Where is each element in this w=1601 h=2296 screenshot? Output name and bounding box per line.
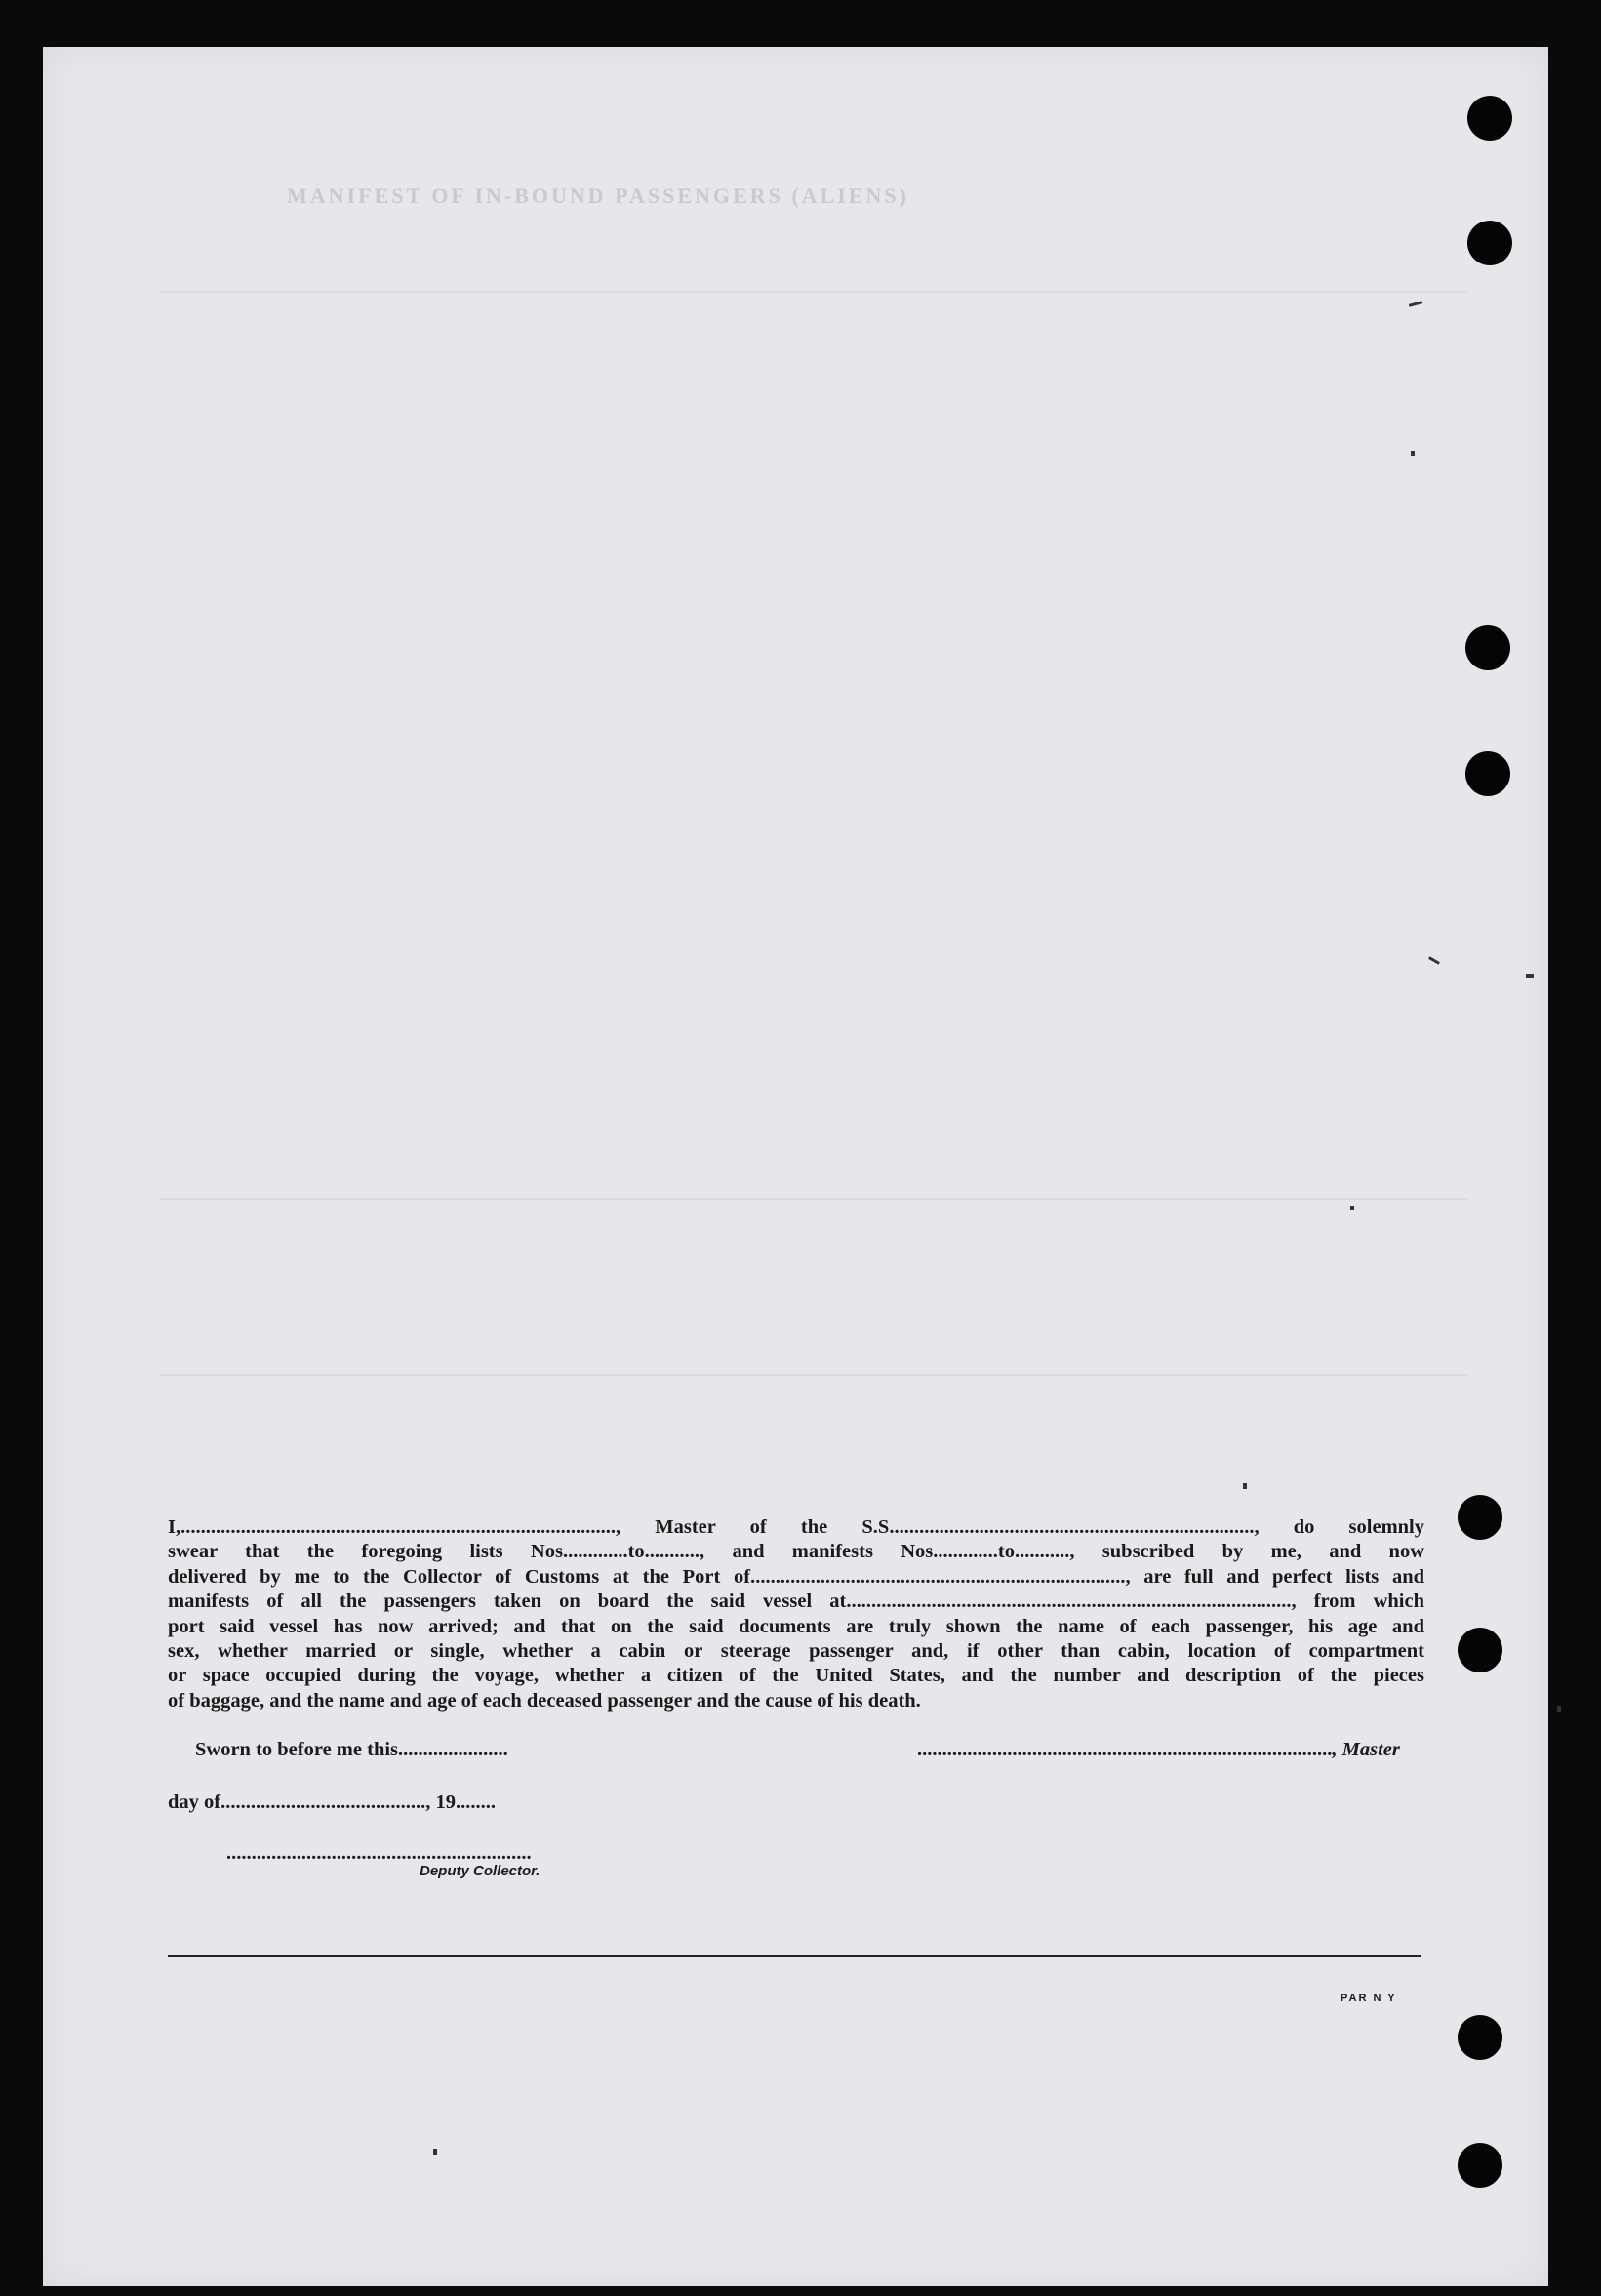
fill-in-blank: ...................... (398, 1739, 508, 1760)
faint-rule (160, 1198, 1467, 1200)
punch-hole (1465, 751, 1510, 796)
ink-speck (1411, 451, 1415, 456)
punch-hole (1458, 2143, 1502, 2188)
year-label: , 19 (425, 1792, 456, 1813)
master-signature-line (917, 1739, 1400, 1761)
oath-text: swear that the foregoing lists Nos. (168, 1541, 569, 1563)
bottom-rule (168, 1955, 1421, 1957)
oath-line: sex, whether married or single, whether a cabin or steerage passenger and, if other than cabin, location of compartment (168, 1640, 1424, 1663)
oath-text: , Master of the S.S. (615, 1516, 895, 1538)
faint-heading: MANIFEST OF IN-BOUND PASSENGERS (ALIENS) (287, 183, 909, 208)
ink-speck (1350, 1206, 1354, 1210)
ink-speck (1526, 974, 1534, 978)
oath-text: delivered by me to the Collector of Customs at the Port of (168, 1565, 751, 1588)
punch-hole (1458, 2015, 1502, 2060)
sworn-line (195, 1739, 508, 1761)
punch-hole (1467, 96, 1512, 141)
oath-line (168, 1515, 1424, 1540)
oath-line (168, 1590, 1424, 1614)
ink-speck (1428, 956, 1440, 965)
oath-line (168, 1565, 1424, 1590)
fill-in-blank: ......................................................................................... (846, 1591, 1292, 1613)
punch-hole (1458, 1628, 1502, 1672)
ink-speck (1409, 301, 1422, 307)
oath-line (168, 1540, 1424, 1564)
punch-hole (1467, 221, 1512, 265)
fill-in-blank: ................................................................................... (917, 1739, 1333, 1760)
oath-text: , from which (1291, 1591, 1424, 1613)
fill-in-blank: ........................................................................... (750, 1565, 1126, 1588)
faint-rule (160, 1374, 1467, 1376)
punch-hole (1465, 625, 1510, 670)
ink-speck (433, 2149, 437, 2155)
oath-text: manifests of all the passengers taken on board the said vessel at (168, 1591, 847, 1613)
fill-in-blank: ........ (455, 1792, 496, 1813)
punch-hole (1458, 1495, 1502, 1540)
manifest-sheet (43, 47, 1548, 2286)
day-of-line (168, 1792, 496, 1814)
oath-line: or space occupied during the voyage, whether a citizen of the United States, and the number and description of the pieces (168, 1665, 1424, 1687)
oath-text: to (997, 1541, 1015, 1563)
oath-text: to (627, 1541, 645, 1563)
fill-in-blank: ............ (568, 1541, 628, 1563)
ink-speck (1243, 1483, 1247, 1489)
oath-paragraph (168, 1515, 1424, 1713)
oath-text: , and manifests Nos. (700, 1541, 939, 1563)
ink-speck (1557, 1706, 1561, 1712)
fill-in-blank: ............ (938, 1541, 998, 1563)
fill-in-blank: ........................................................................ (894, 1516, 1255, 1538)
fill-in-blank: ........... (1014, 1541, 1070, 1563)
printer-code: PAR N Y (1341, 1993, 1397, 2004)
fill-in-blank: ........... (644, 1541, 700, 1563)
master-label: , Master (1332, 1739, 1400, 1760)
deputy-signature-line (226, 1842, 532, 1865)
faint-rule (160, 291, 1467, 293)
oath-text: , are full and perfect lists and (1125, 1565, 1424, 1588)
oath-text: I, (168, 1516, 181, 1538)
oath-text: , do solemnly (1254, 1516, 1424, 1538)
fill-in-blank: ............................................................. (226, 1842, 532, 1864)
fill-in-blank: ......................................... (220, 1792, 426, 1813)
sworn-label: Sworn to before me this (195, 1739, 399, 1760)
fill-in-blank: ....................................................................................... (180, 1516, 616, 1538)
oath-line: of baggage, and the name and age of each deceased passenger and the cause of his death. (168, 1689, 921, 1712)
oath-line: port said vessel has now arrived; and that on the said documents are truly shown the name of each passenger, his age and (168, 1615, 1424, 1637)
deputy-collector-label: Deputy Collector. (420, 1863, 540, 1879)
day-of-label: day of (168, 1792, 221, 1813)
oath-text: , subscribed by me, and now (1069, 1541, 1424, 1563)
